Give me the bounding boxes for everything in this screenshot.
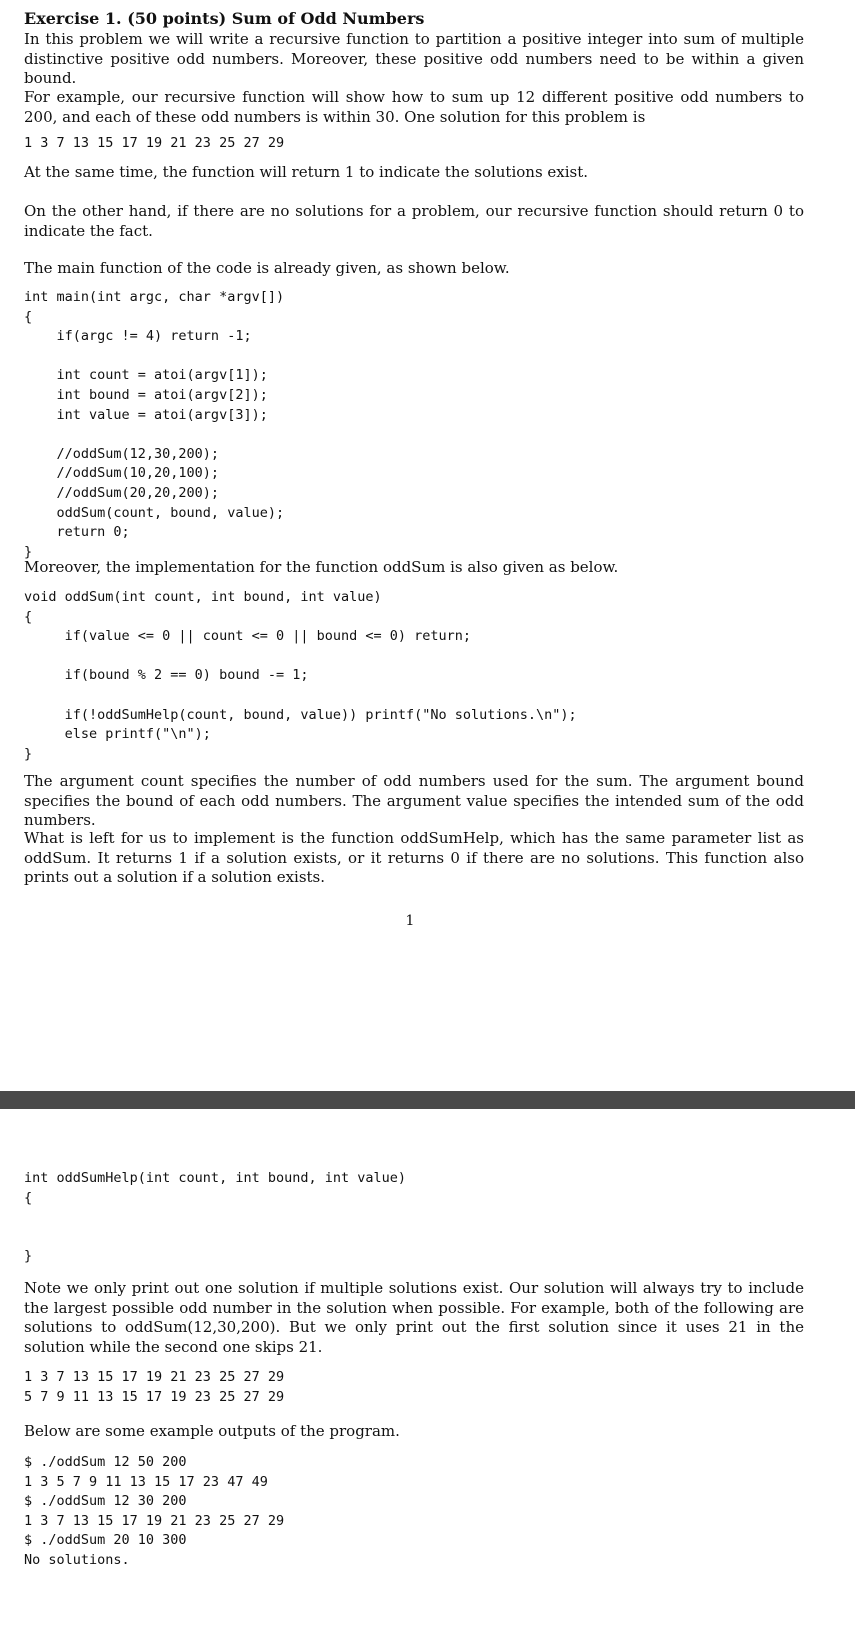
oddsumhelp-code: int oddSumHelp(int count, int bound, int value) { } <box>24 1170 407 1265</box>
return-paragraph: At the same time, the function will return 1 to indicate the solutions exist. <box>24 163 589 181</box>
page-2 <box>0 1109 855 1648</box>
example-paragraph: For example, our recursive function will show how to sum up 12 different positive odd numbers to 200, and each of these odd numbers is within 30. One solution for this problem is <box>24 88 804 126</box>
example-outputs: $ ./oddSum 12 50 200 1 3 5 7 9 11 13 15 17 23 47 49 $ ./oddSum 12 30 200 1 3 7 13 15 17 19 21 23 25 27 29 $ ./oddSum 20 10 300 No solutions. <box>24 1454 285 1568</box>
no-solution-paragraph: On the other hand, if there are no solutions for a problem, our recursive function should return 0 to indicate the fact. <box>24 202 804 240</box>
exercise-title: Exercise 1. (50 points) Sum of Odd Numbers <box>24 9 425 28</box>
note-paragraph: Note we only print out one solution if multiple solutions exist. Our solution will always try to include the largest possible odd number in the solution when possible. For example, both of the following are solutions to oddSum(12,30,200). But we only print out the first solution since it uses 21 in the solution while the second one skips 21. <box>24 1279 804 1356</box>
main-intro-paragraph: The main function of the code is already given, as shown below. <box>24 259 510 277</box>
task-paragraph: What is left for us to implement is the function oddSumHelp, which has the same parameter list as oddSum. It returns 1 if a solution exists, or it returns 0 if there are no solutions. This function also prints out a solution if a solution exists. <box>24 829 804 887</box>
page-divider <box>0 1091 855 1109</box>
page-number: 1 <box>405 913 415 929</box>
intro-paragraph: In this problem we will write a recursive function to partition a positive integer into sum of multiple distinctive positive odd numbers. Moreover, these positive odd numbers need to be within a given bound. <box>24 30 804 88</box>
main-function-code: int main(int argc, char *argv[]) { if(argc != 4) return -1; int count = atoi(argv[1]); int bound = atoi(argv[2]); int value = atoi(argv[3]); //oddSum(12,30,200); //oddSum(10,20,100); //oddSum(20,20,200); oddSum(count, bound, value); return 0; } <box>24 289 285 560</box>
oddsum-function-code: void oddSum(int count, int bound, int value) { if(value <= 0 || count <= 0 || bound <= 0) return; if(bound % 2 == 0) bound -= 1; if(!oddSumHelp(count, bound, value)) printf("No solutions.\n"); else printf("\n"); } <box>24 589 577 762</box>
solutions-example: 1 3 7 13 15 17 19 21 23 25 27 29 5 7 9 11 13 15 17 19 23 25 27 29 <box>24 1369 285 1405</box>
arguments-paragraph: The argument count specifies the number of odd numbers used for the sum. The argument bound specifies the bound of each odd numbers. The argument value specifies the intended sum of the odd numbers. <box>24 772 804 830</box>
oddsum-intro-paragraph: Moreover, the implementation for the function oddSum is also given as below. <box>24 558 619 576</box>
outputs-intro-paragraph: Below are some example outputs of the program. <box>24 1422 400 1440</box>
example-solution: 1 3 7 13 15 17 19 21 23 25 27 29 <box>24 135 285 151</box>
